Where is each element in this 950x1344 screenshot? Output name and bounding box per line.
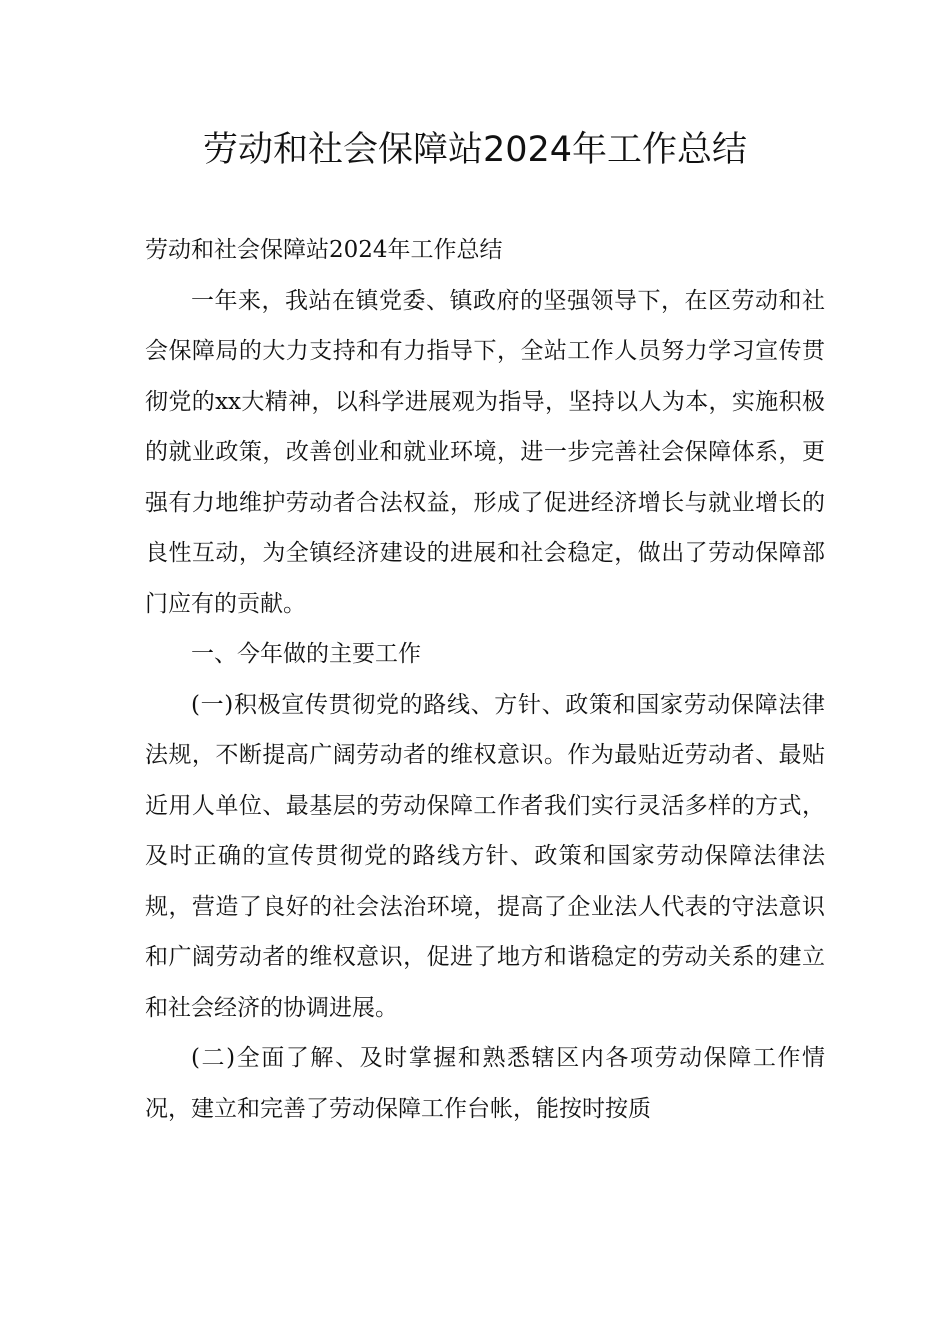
section-paragraph-1: (一)积极宣传贯彻党的路线、方针、政策和国家劳动保障法律法规，不断提高广阔劳动者的维权意识。作为最贴近劳动者、最贴近用人单位、最基层的劳动保障工作者我们实行灵活多样的方式，及时正确的宣传贯彻党的路线方针、政策和国家劳动保障法律法规，营造了良好的社会法治环境，提高了企业法人代表的守法意识和广阔劳动者的维权意识，促进了地方和谐稳定的劳动关系的建立和社会经济的协调进展。: [145, 691, 825, 1021]
intro-paragraph: 一年来，我站在镇党委、镇政府的坚强领导下，在区劳动和社会保障局的大力支持和有力指导下，全站工作人员努力学习宣传贯彻党的xx大精神，以科学进展观为指导，坚持以人为本，实施积极的就业政策，改善创业和就业环境，进一步完善社会保障体系，更强有力地维护劳动者合法权益，形成了促进经济增长与就业增长的良性互动，为全镇经济建设的进展和社会稳定，做出了劳动保障部门应有的贡献。: [145, 287, 825, 617]
document-title: 劳动和社会保障站2024年工作总结: [202, 130, 748, 170]
section-paragraph-2: (二)全面了解、及时掌握和熟悉辖区内各项劳动保障工作情况，建立和完善了劳动保障工作台帐，能按时按质: [145, 1045, 825, 1122]
document-body: [145, 225, 825, 1134]
section-heading: 一、今年做的主要工作: [191, 641, 421, 667]
subtitle-paragraph: 劳动和社会保障站2024年工作总结: [145, 237, 503, 263]
